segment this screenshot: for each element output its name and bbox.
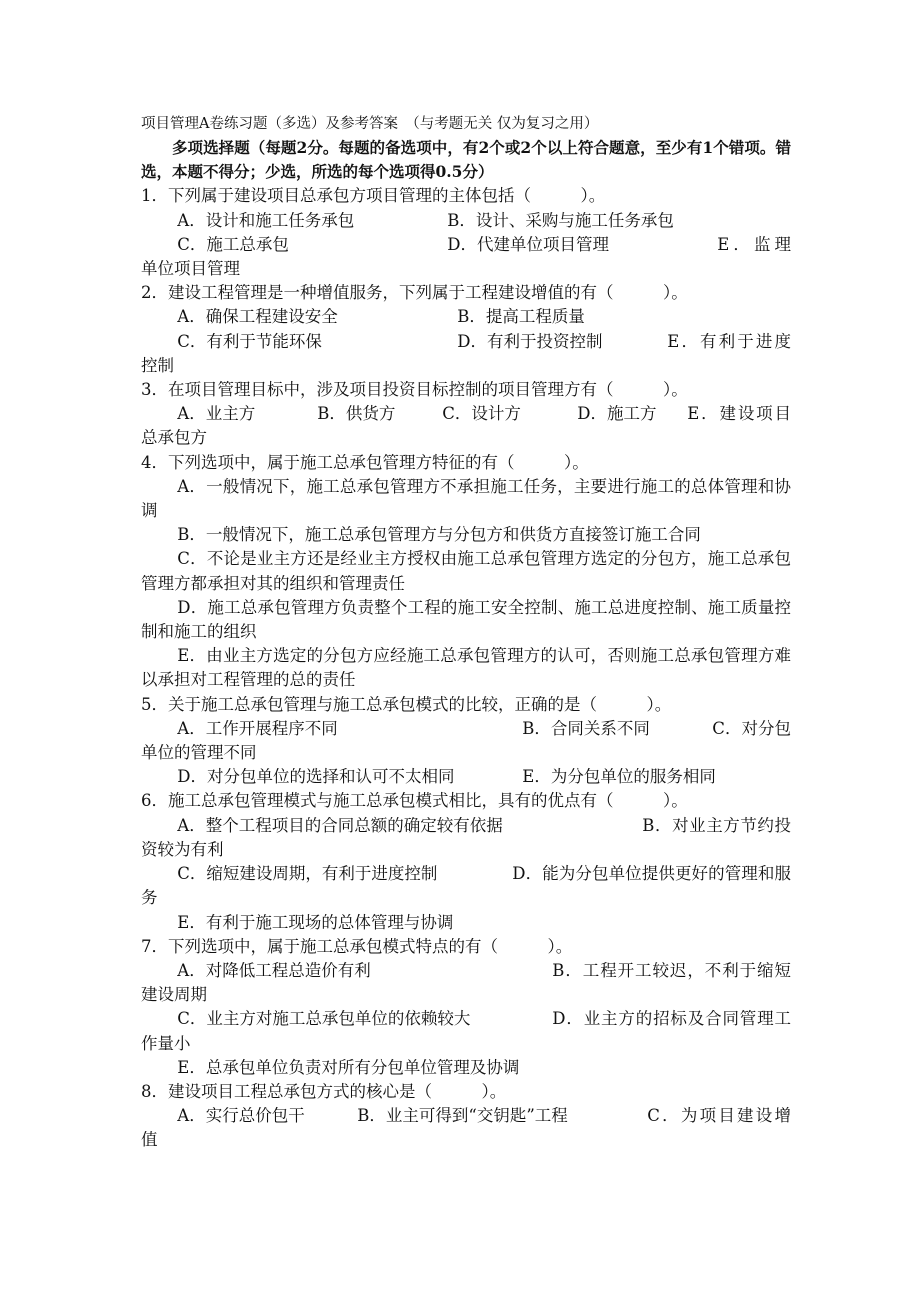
question-1: 1．下列属于建设项目总承包方项目管理的主体包括（ ）。 <box>141 186 606 206</box>
question-5: 5．关于施工总承包管理与施工总承包模式的比较，正确的是（ ）。 <box>141 694 672 714</box>
option-a: A．实行总价包干 <box>177 1106 305 1126</box>
option-b: B．供货方 <box>317 404 396 424</box>
option-b: B．业主可得到“交钥匙”工程 <box>357 1106 568 1126</box>
options-line <box>141 402 791 450</box>
question-7: 7．下列选项中，属于施工总承包模式特点的有（ ）。 <box>141 936 573 956</box>
option-a: A．设计和施工任务承包 <box>177 210 355 230</box>
option-d: D．施工方 <box>577 404 657 424</box>
option-a: A．对降低工程总造价有利 <box>177 960 371 980</box>
option-d: D．代建单位项目管理 <box>447 234 610 254</box>
option-b: B．合同关系不同 <box>522 718 650 738</box>
question-4: 4．下列选项中，属于施工总承包管理方特征的有（ ）。 <box>141 452 589 472</box>
instructions: 多项选择题（每题2分。每题的备选项中，有2个或2个以上符合题意，至少有1个错项。错选，本题不得分；少选，所选的每个选项得0.5分） <box>141 138 791 182</box>
option-c: C．为项目建设增值 <box>141 1106 791 1150</box>
option-d: D．施工总承包管理方负责整个工程的施工安全控制、施工总进度控制、施工质量控制和施工的组织 <box>141 597 791 642</box>
options-line <box>141 959 791 1007</box>
option-e: E．建设项目总承包方 <box>141 404 791 448</box>
option-a: A．工作开展程序不同 <box>177 718 338 738</box>
option-e: E．总承包单位负责对所有分包单位管理及协调 <box>177 1057 520 1077</box>
option-c: C．缩短建设周期，有利于进度控制 <box>177 864 438 884</box>
options-line <box>141 717 791 765</box>
options-line <box>141 814 791 862</box>
option-c: C．不论是业主方还是经业主方授权由施工总承包管理方选定的分包方，施工总承包管理方都承担对其的组织和管理责任 <box>141 549 791 593</box>
option-e: E．有利于进度控制 <box>141 331 791 375</box>
document-title: 项目管理A卷练习题（多选）及参考答案 （与考题无关 仅为复习之用） <box>141 116 599 132</box>
option-c: C．有利于节能环保 <box>177 331 322 351</box>
option-b: B．工程开工较迟，不利于缩短建设周期 <box>141 960 791 1005</box>
options-line <box>141 1104 791 1152</box>
option-a: A．业主方 <box>177 404 256 424</box>
option-c: C．设计方 <box>442 404 521 424</box>
option-e: E．由业主方选定的分包方应经施工总承包管理方的认可，否则施工总承包管理方难以承担对工程管理的总的责任 <box>141 646 791 690</box>
option-b: B．设计、采购与施工任务承包 <box>447 210 674 230</box>
options-line <box>141 233 791 281</box>
options-line <box>141 1007 791 1055</box>
option-a: A．确保工程建设安全 <box>177 307 338 327</box>
option-c: C．业主方对施工总承包单位的依赖较大 <box>177 1009 471 1029</box>
option-c: C．施工总承包 <box>177 234 289 254</box>
option-c: C．对分包单位的管理不同 <box>141 718 791 763</box>
option-d: D．对分包单位的选择和认可不太相同 <box>177 767 455 787</box>
option-d: D．能为分包单位提供更好的管理和服务 <box>141 864 791 908</box>
options-line <box>141 862 791 910</box>
options-line <box>141 330 791 378</box>
question-2: 2．建设工程管理是一种增值服务，下列属于工程建设增值的有（ ）。 <box>141 283 688 303</box>
option-d: D．有利于投资控制 <box>457 331 603 351</box>
option-b: B．对业主方节约投资较为有利 <box>141 815 791 859</box>
option-e: E．监理单位项目管理 <box>141 234 791 279</box>
option-e: E．为分包单位的服务相同 <box>522 767 716 787</box>
option-b: B．提高工程质量 <box>457 307 585 327</box>
question-8: 8．建设项目工程总承包方式的核心是（ ）。 <box>141 1081 507 1101</box>
option-d: D．业主方的招标及合同管理工作量小 <box>141 1009 791 1053</box>
option-b: B．一般情况下，施工总承包管理方与分包方和供货方直接签订施工合同 <box>177 525 701 545</box>
option-a: A．一般情况下，施工总承包管理方不承担施工任务，主要进行施工的总体管理和协调 <box>141 476 791 521</box>
options-row <box>141 209 791 233</box>
options-row <box>141 765 791 789</box>
options-row <box>141 305 791 329</box>
option-e: E．有利于施工现场的总体管理与协调 <box>177 912 454 932</box>
question-6: 6．施工总承包管理模式与施工总承包模式相比，具有的优点有（ ）。 <box>141 791 688 811</box>
document-page <box>141 112 791 1153</box>
question-3: 3．在项目管理目标中，涉及项目投资目标控制的项目管理方有（ ）。 <box>141 380 688 400</box>
option-a: A．整个工程项目的合同总额的确定较有依据 <box>177 815 503 835</box>
